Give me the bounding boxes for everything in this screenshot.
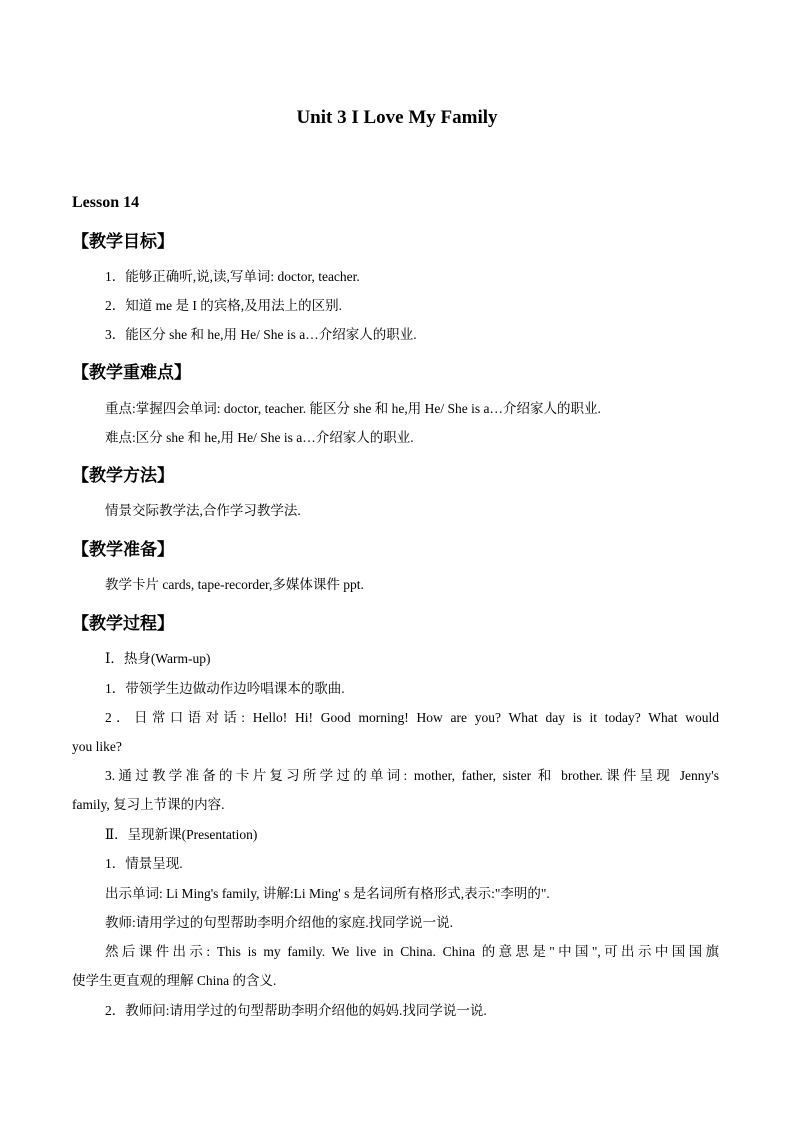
process-line: 教师:请用学过的句型帮助李明介绍他的家庭.找同学说一说. <box>105 915 453 930</box>
process-line: 然后课件出示: This is my family. We live in China. China 的意思是"中国",可出示中国国旗 <box>105 944 719 959</box>
warmup-title: Ⅰ．热身(Warm-up) <box>105 651 211 666</box>
process-line: 2．教师问:请用学过的句型帮助李明介绍他的妈妈.找同学说一说. <box>105 1003 487 1018</box>
lesson-label: Lesson 14 <box>72 194 140 211</box>
process-line: 1．情景呈现. <box>105 856 183 871</box>
method-text: 情景交际教学法,合作学习教学法. <box>105 503 301 518</box>
key-points-heading: 【教学重难点】 <box>72 363 191 382</box>
goal-item: 3．能区分 she 和 he,用 He/ She is a…介绍家人的职业. <box>105 327 417 342</box>
process-heading: 【教学过程】 <box>72 614 174 633</box>
goals-heading: 【教学目标】 <box>72 232 174 251</box>
process-line: 出示单词: Li Ming's family, 讲解:Li Ming' s 是名词所有格形式,表示:"李明的". <box>105 886 550 901</box>
goal-item: 2．知道 me 是 I 的宾格,及用法上的区别. <box>105 298 342 313</box>
doc-title: Unit 3 I Love My Family <box>296 107 498 128</box>
process-line: 使学生更直观的理解 China 的含义. <box>72 973 277 988</box>
prep-text: 教学卡片 cards, tape-recorder,多媒体课件 ppt. <box>105 577 364 592</box>
process-line: 3.通过教学准备的卡片复习所学过的单词: mother, father, sister 和 brother.课件呈现 Jenny's <box>105 768 719 783</box>
process-line: 1．带领学生边做动作边吟唱课本的歌曲. <box>105 681 345 696</box>
presentation-title: Ⅱ．呈现新课(Presentation) <box>105 827 258 842</box>
process-line: you like? <box>72 739 122 754</box>
goal-item: 1．能够正确听,说,读,写单词: doctor, teacher. <box>105 269 360 284</box>
process-line: family, 复习上节课的内容. <box>72 797 225 812</box>
key-point-item: 重点:掌握四会单词: doctor, teacher. 能区分 she 和 he,用 He/ She is a…介绍家人的职业. <box>105 401 601 416</box>
method-heading: 【教学方法】 <box>72 466 174 485</box>
key-point-item: 难点:区分 she 和 he,用 He/ She is a…介绍家人的职业. <box>105 430 414 445</box>
prep-heading: 【教学准备】 <box>72 540 174 559</box>
process-line: 2．日常口语对话: Hello! Hi! Good morning! How are you? What day is it today? What would <box>105 710 719 725</box>
